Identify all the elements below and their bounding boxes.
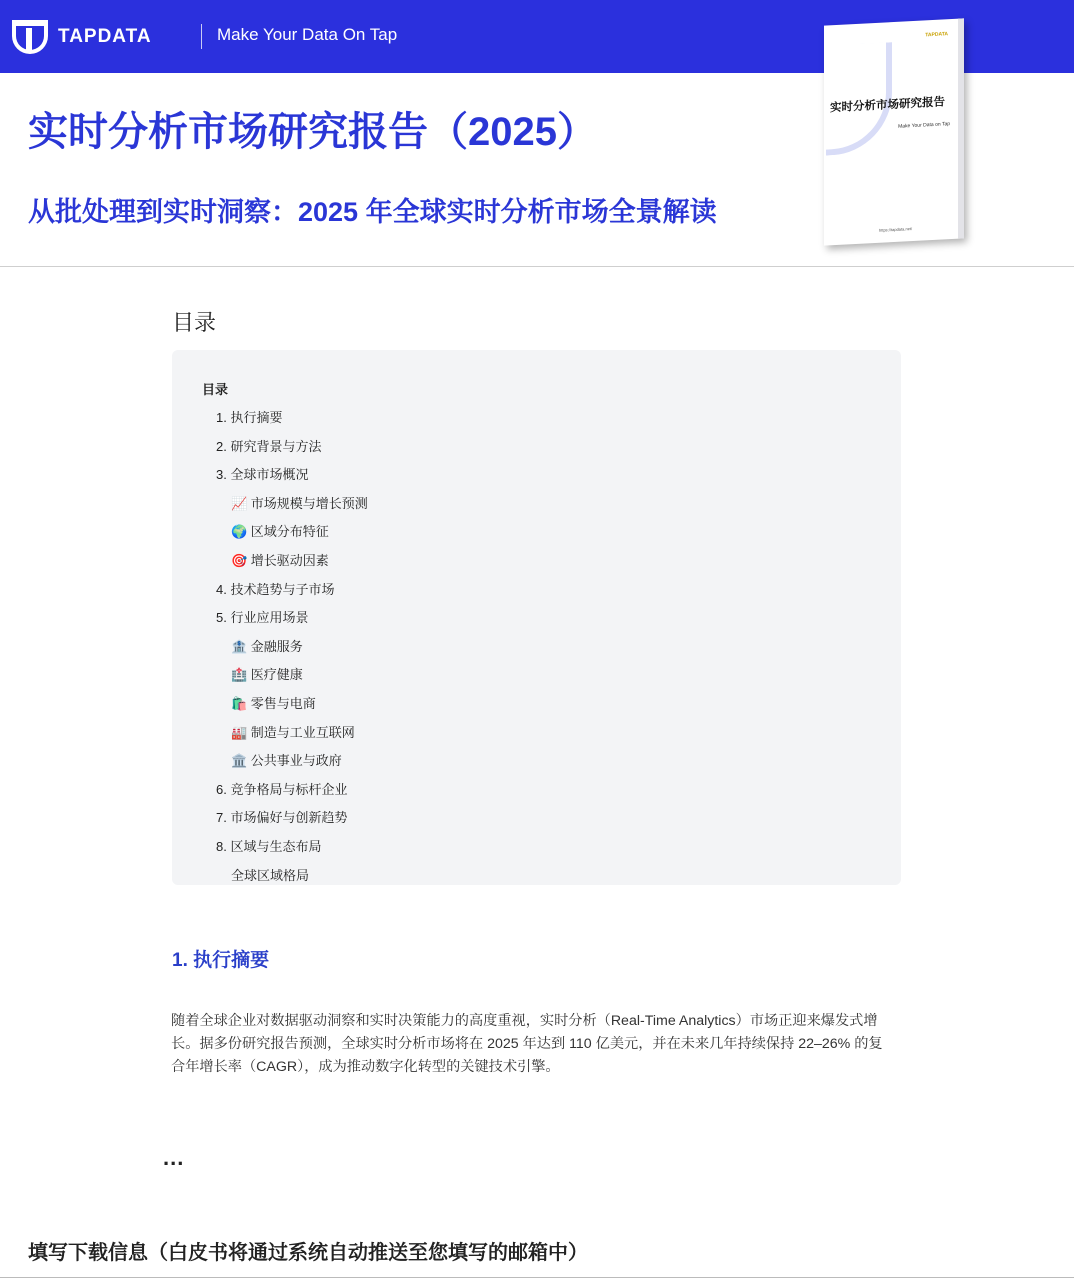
section-heading-executive-summary: 1. 执行摘要 [172,950,270,971]
brand-name: TAPDATA [58,26,152,47]
executive-summary-text: 随着全球企业对数据驱动洞察和实时决策能力的高度重视，实时分析（Real-Time Analytics）市场正迎来爆发式增长。据多份研究报告预测，全球实时分析市场将在 2025 年达到 110 亿美元，并在未来几年持续保持 22–26% 的复合年增长率（CAGR），成为推动数字化转型的关键技术引擎。 [171,1013,883,1075]
tapdata-logo[interactable] [12,20,152,54]
toc-link[interactable]: 🌍 区域分布特征 [231,524,329,540]
toc-link[interactable]: 3. 全球市场概况 [216,467,309,483]
cover-tagline: Make Your Data on Tap [898,121,950,130]
toc-link[interactable]: 6. 竞争格局与标杆企业 [216,781,348,797]
tagline: Make Your Data On Tap [217,25,398,44]
page-subtitle: 从批处理到实时洞察：2025 年全球实时分析市场全景解读 [28,197,717,227]
header-divider [201,24,202,49]
header-divider-line [0,266,1074,267]
toc-heading: 目录 [172,310,217,335]
more-ellipsis: ... [163,1145,185,1170]
toc-link[interactable]: 📈 市场规模与增长预测 [231,495,368,511]
download-form-title: 填写下载信息（白皮书将通过系统自动推送至您填写的邮箱中） [28,1242,588,1264]
form-divider [0,1277,1074,1278]
toc-link[interactable]: 全球区域格局 [231,867,310,883]
toc-link[interactable]: 🏛️ 公共事业与政府 [231,753,342,769]
toc-link[interactable]: 🎯 增长驱动因素 [231,553,329,568]
cover-url: https://tapdata.net/ [879,226,913,233]
cover-title: 实时分析市场研究报告 [830,96,945,115]
tapdata-logo-icon [12,20,48,54]
toc-link[interactable]: 7. 市场偏好与创新趋势 [216,810,348,826]
page-title: 实时分析市场研究报告（2025） [28,110,597,154]
toc-link[interactable]: 🏭 制造与工业互联网 [231,724,355,740]
toc-box [172,350,901,885]
toc-link[interactable]: 2. 研究背景与方法 [216,438,322,454]
toc-link[interactable]: 🏥 医疗健康 [231,667,303,683]
toc-link[interactable]: 🛍️ 零售与电商 [231,696,316,711]
toc-link[interactable]: 4. 技术趋势与子市场 [216,581,335,597]
cover-brand: TAPDATA [925,31,948,39]
toc-box-heading: 目录 [202,382,229,397]
report-cover-image [824,18,964,245]
toc-link[interactable]: 1. 执行摘要 [216,410,283,425]
toc-link[interactable]: 5. 行业应用场景 [216,610,309,626]
toc-link[interactable]: 8. 区域与生态布局 [216,839,322,854]
toc-link[interactable]: 🏦 金融服务 [231,638,303,654]
